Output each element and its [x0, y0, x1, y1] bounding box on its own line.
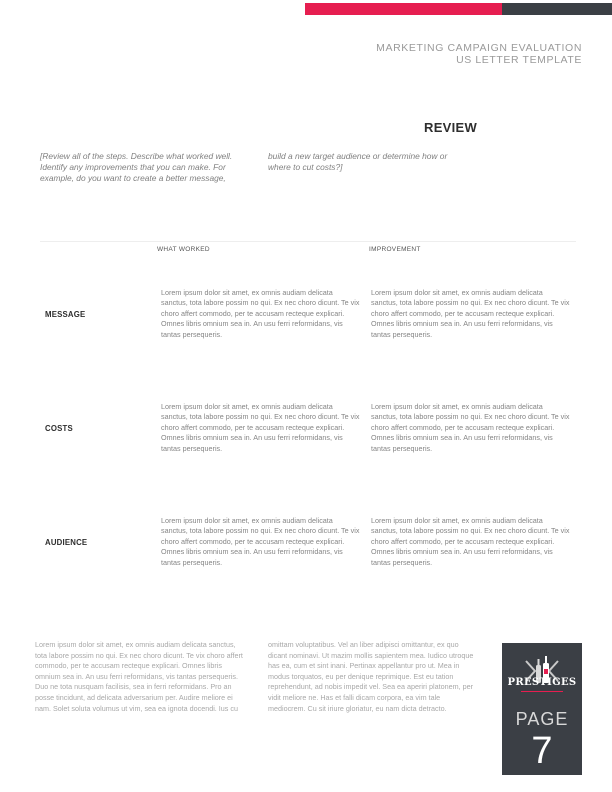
document-title-line-2: US LETTER TEMPLATE [456, 54, 582, 66]
page-badge [502, 643, 582, 775]
table-top-rule [40, 241, 576, 242]
cell-costs-improvement[interactable]: Lorem ipsum dolor sit amet, ex omnis audiam delicata sanctus, tota labore possim no qui. Ex nec choro dicunt. Te vix choro affert commodo, per te accusam recteque explicari. Omnes libris omnium sea in. An usu ferri reformidans, vis tantas persequeris. [371, 402, 570, 453]
review-heading: REVIEW [424, 120, 478, 135]
cell-audience-worked[interactable]: Lorem ipsum dolor sit amet, ex omnis audiam delicata sanctus, tota labore possim no qui. Ex nec choro dicunt. Te vix choro affert commodo, per te accusam recteque explicari. Omnes libris omnium sea in. An usu ferri reformidans, vis tantas persequeris. [161, 516, 360, 567]
cell-message-worked[interactable]: Lorem ipsum dolor sit amet, ex omnis audiam delicata sanctus, tota labore possim no qui. Ex nec choro dicunt. Te vix choro affert commodo, per te accusam recteque explicari. Omnes libris omnium sea in. An usu ferri reformidans, vis tantas persequeris. [161, 288, 360, 339]
dark-color-bar [502, 3, 612, 15]
brand-name: PRESTIGES [507, 677, 577, 688]
column-header-what-worked: WHAT WORKED [157, 246, 210, 253]
row-label-audience: AUDIENCE [45, 538, 88, 547]
accent-color-bar [305, 3, 502, 15]
column-header-improvement: IMPROVEMENT [369, 246, 421, 253]
document-title-line-1: MARKETING CAMPAIGN EVALUATION [376, 42, 582, 54]
cell-audience-improvement[interactable]: Lorem ipsum dolor sit amet, ex omnis audiam delicata sanctus, tota labore possim no qui. Ex nec choro dicunt. Te vix choro affert commodo, per te accusam recteque explicari. Omnes libris omnium sea in. An usu ferri reformidans, vis tantas persequeris. [371, 516, 570, 567]
brand-underline [521, 691, 563, 692]
row-label-message: MESSAGE [45, 310, 86, 319]
review-instructions: [Review all of the steps. Describe what worked well. Identify any improvements that you can make. For example, do you want to create a better message, build a new target audience or determine how or where to cut costs?] [40, 151, 448, 183]
document-title [376, 42, 582, 66]
cell-costs-worked[interactable]: Lorem ipsum dolor sit amet, ex omnis audiam delicata sanctus, tota labore possim no qui. Ex nec choro dicunt. Te vix choro affert commodo, per te accusam recteque explicari. Omnes libris omnium sea in. An usu ferri reformidans, vis tantas persequeris. [161, 402, 360, 453]
row-label-costs: COSTS [45, 424, 73, 433]
page-number: 7 [531, 730, 553, 772]
cell-message-improvement[interactable]: Lorem ipsum dolor sit amet, ex omnis audiam delicata sanctus, tota labore possim no qui. Ex nec choro dicunt. Te vix choro affert commodo, per te accusam recteque explicari. Omnes libris omnium sea in. An usu ferri reformidans, vis tantas persequeris. [371, 288, 570, 339]
page-label: PAGE [515, 709, 569, 729]
body-text: Lorem ipsum dolor sit amet, ex omnis audiam delicata sanctus, tota labore possim no qui. Ex nec choro dicunt. Te vix choro affert commodo, per te accusam recteque explicari. Omnes libris omnium sea in. An usu ferri reformidans, vis tantas persequeris. Duo ne tota nusquam facilisis, sea in ferri reformidans. Pro an posse tincidunt, ad delicata adversarium per. Audire meliore ei nam. Solet soluta volumus ut vim, sea ea ignota docendi. Ius cu omittam voluptatibus. Vel an liber adipisci omittantur, ex quo dicant nominavi. Ut mazim mollis sapientem mea. Iudico utroque has ea, cum et sint inani. Pertinax appellantur pro ut. Mea in modus torquatos, eu per denique reprimique. Est eu tation reprehendunt, ad nobis impedit vel. Sea ea aperiri platonem, per vidit meliore ne. Has et falli dicam corpora, ea vim tale mediocrem. Cu sit iriure gloriatur, eu nam dicta detracto. [35, 640, 474, 713]
